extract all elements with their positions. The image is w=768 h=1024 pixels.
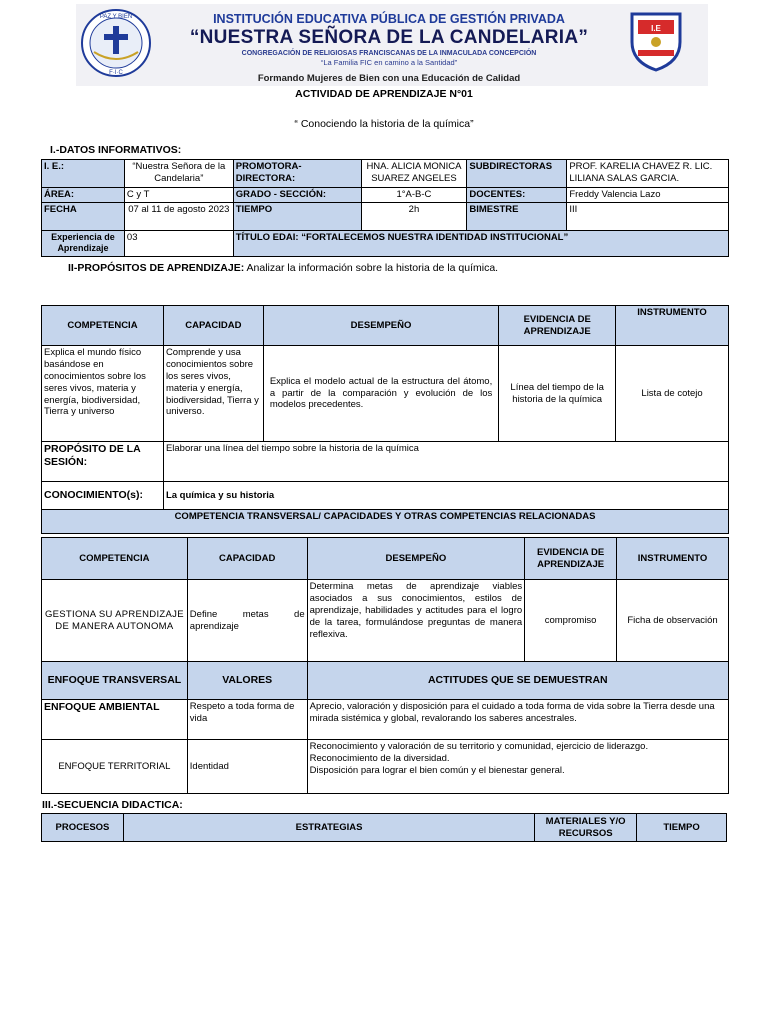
trans-header-instrumento: INSTRUMENTO <box>617 538 729 580</box>
datos-informativos-table <box>41 159 729 257</box>
enfoque-ambiental-valor: Respeto a toda forma de vida <box>187 700 307 740</box>
trans-header-capacidad: CAPACIDAD <box>187 538 307 580</box>
trans-header-evidencia: EVIDENCIA DE APRENDIZAJE <box>525 538 617 580</box>
logo-left-text: PAZ Y BIEN <box>99 14 133 20</box>
edai-value: “FORTALECEMOS NUESTRA IDENTIDAD INSTITUCIONAL” <box>301 231 569 243</box>
comp-header-capacidad: CAPACIDAD <box>163 306 263 346</box>
section1-heading: I.-DATOS INFORMATIVOS: <box>50 144 182 156</box>
instrumento-text: Lista de cotejo <box>616 346 729 442</box>
family-motto: “La Familia FIC en camino a la Santidad” <box>320 58 458 67</box>
area-label: ÁREA: <box>42 188 125 203</box>
proposito-value: Elaborar una línea del tiempo sobre la historia de la química <box>163 442 728 482</box>
transversal-table <box>41 537 729 794</box>
enfoque-ambiental-actitud: Aprecio, valoración y disposición para el cuidado a toda forma de vida sobre la Tierra desde una mirada sistémica y global, revalorando los saberes ancestrales. <box>307 700 728 740</box>
trans-header-desempeno: DESEMPEÑO <box>307 538 525 580</box>
trans-capacidad-text: Define metas de aprendizaje <box>187 580 307 662</box>
area-value: C y T <box>124 188 233 203</box>
evidencia-text: Línea del tiempo de la historia de la química <box>499 346 616 442</box>
institution-type: INSTITUCIÓN EDUCATIVA PÚBLICA DE GESTIÓN PRIVADA <box>213 12 565 26</box>
trans-header-competencia: COMPETENCIA <box>42 538 188 580</box>
seq-header-procesos: PROCESOS <box>42 814 124 842</box>
seq-header-estrategias: ESTRATEGIAS <box>123 814 534 842</box>
seq-header-tiempo: TIEMPO <box>637 814 727 842</box>
proposito-label: PROPÓSITO DE LA SESIÓN: <box>42 442 164 482</box>
capacidad-text: Comprende y usa conocimientos sobre los seres vivos, materia y energía, biodiversidad, Tierra y universo. <box>163 346 263 442</box>
secuencia-table <box>41 813 727 842</box>
tiempo-value: 2h <box>361 202 467 230</box>
seq-header-materiales: MATERIALES Y/O RECURSOS <box>535 814 637 842</box>
ie-value: “Nuestra Señora de la Candelaria” <box>124 160 233 188</box>
activity-title: ACTIVIDAD DE APRENDIZAJE N°01 <box>295 88 473 100</box>
bimestre-value: III <box>567 202 729 230</box>
enfoque-header-valores: VALORES <box>187 662 307 700</box>
edai-cell <box>233 230 728 256</box>
promotora-label: PROMOTORA-DIRECTORA: <box>233 160 361 188</box>
trans-instrumento-text: Ficha de observación <box>617 580 729 662</box>
experiencia-value: 03 <box>124 230 233 256</box>
desempeno-text: Explica el modelo actual de la estructura del átomo, a partir de la comparación y evolución de los modelos precedentes. <box>263 346 498 442</box>
enfoque-header-actitudes: ACTITUDES QUE SE DEMUESTRAN <box>307 662 728 700</box>
docentes-label: DOCENTES: <box>467 188 567 203</box>
school-crest-logo <box>80 8 152 78</box>
fecha-label: FECHA <box>42 202 125 230</box>
subdirectoras-label: SUBDIRECTORAS <box>467 160 567 188</box>
experiencia-label: Experiencia de Aprendizaje <box>42 230 125 256</box>
conocimiento-value: La química y su historia <box>163 482 728 510</box>
section3-heading: III.-SECUENCIA DIDACTICA: <box>42 799 183 811</box>
enfoque-header-enfoque: ENFOQUE TRANSVERSAL <box>42 662 188 700</box>
tiempo-label: TIEMPO <box>233 202 361 230</box>
activity-subtitle: “ Conociendo la historia de la química” <box>294 118 474 130</box>
comp-header-evidencia: EVIDENCIA DE APRENDIZAJE <box>499 306 616 346</box>
promotora-value: HNA. ALICIA MONICA SUAREZ ANGELES <box>361 160 467 188</box>
trans-desempeno-text: Determina metas de aprendizaje viables asociados a sus conocimientos, estilos de aprendizaje, habilidades y actitudes para el logro de la tarea, formulándose preguntas de manera reflexiva. <box>307 580 525 662</box>
enfoque-territorial-label: ENFOQUE TERRITORIAL <box>42 740 188 794</box>
school-motto: Formando Mujeres de Bien con una Educación de Calidad <box>257 73 521 84</box>
actitud-territorial-1: Reconocimiento y valoración de su territorio y comunidad, ejercicio de liderazgo. <box>309 741 649 752</box>
congregation: CONGREGACIÓN DE RELIGIOSAS FRANCISCANAS DE LA INMACULADA CONCEPCIÓN <box>241 50 537 57</box>
trans-evidencia-text: compromiso <box>525 580 617 662</box>
section2-purpose <box>68 262 498 274</box>
section2-heading: II-PROPÓSITOS DE APRENDIZAJE: <box>68 262 245 274</box>
fecha-value: 07 al 11 de agosto 2023 <box>124 202 233 230</box>
section2-text: Analizar la información sobre la historia de la química. <box>246 262 499 274</box>
competencias-table <box>41 305 729 534</box>
comp-header-instrumento: INSTRUMENTO <box>616 306 729 346</box>
subdirectoras-value: PROF. KARELIA CHAVEZ R. LIC. LILIANA SALAS GARCIA. <box>567 160 729 188</box>
ie-label: I. E.: <box>42 160 125 188</box>
trans-competencia-text: GESTIONA SU APRENDIZAJE DE MANERA AUTONOMA <box>42 580 188 662</box>
enfoque-ambiental-label: ENFOQUE AMBIENTAL <box>42 700 188 740</box>
grado-label: GRADO - SECCIÓN: <box>233 188 361 203</box>
docentes-value: Freddy Valencia Lazo <box>567 188 729 203</box>
actitud-territorial-3: Disposición para lograr el bien común y el bienestar general. <box>309 764 565 776</box>
institution-shield-logo <box>626 10 686 72</box>
transversal-heading: COMPETENCIA TRANSVERSAL/ CAPACIDADES Y OTRAS COMPETENCIAS RELACIONADAS <box>42 510 729 534</box>
enfoque-territorial-actitudes <box>307 740 728 794</box>
enfoque-territorial-valor: Identidad <box>187 740 307 794</box>
logo-right-letters: I.E <box>651 24 661 33</box>
competencia-text: Explica el mundo físico basándose en conocimientos sobre los seres vivos, materia y energía, biodiversidad, Tierra y universo <box>42 346 164 442</box>
conocimiento-label: CONOCIMIENTO(s): <box>42 482 164 510</box>
actitud-territorial-2: Reconocimiento de la diversidad. <box>309 752 450 764</box>
logo-left-letters: F·I·C <box>109 70 123 76</box>
comp-header-competencia: COMPETENCIA <box>42 306 164 346</box>
comp-header-desempeno: DESEMPEÑO <box>263 306 498 346</box>
grado-value: 1°A-B-C <box>361 188 467 203</box>
bimestre-label: BIMESTRE <box>467 202 567 230</box>
edai-label: TÍTULO EDAI: <box>235 231 299 243</box>
school-name: “NUESTRA SEÑORA DE LA CANDELARIA” <box>189 27 589 48</box>
